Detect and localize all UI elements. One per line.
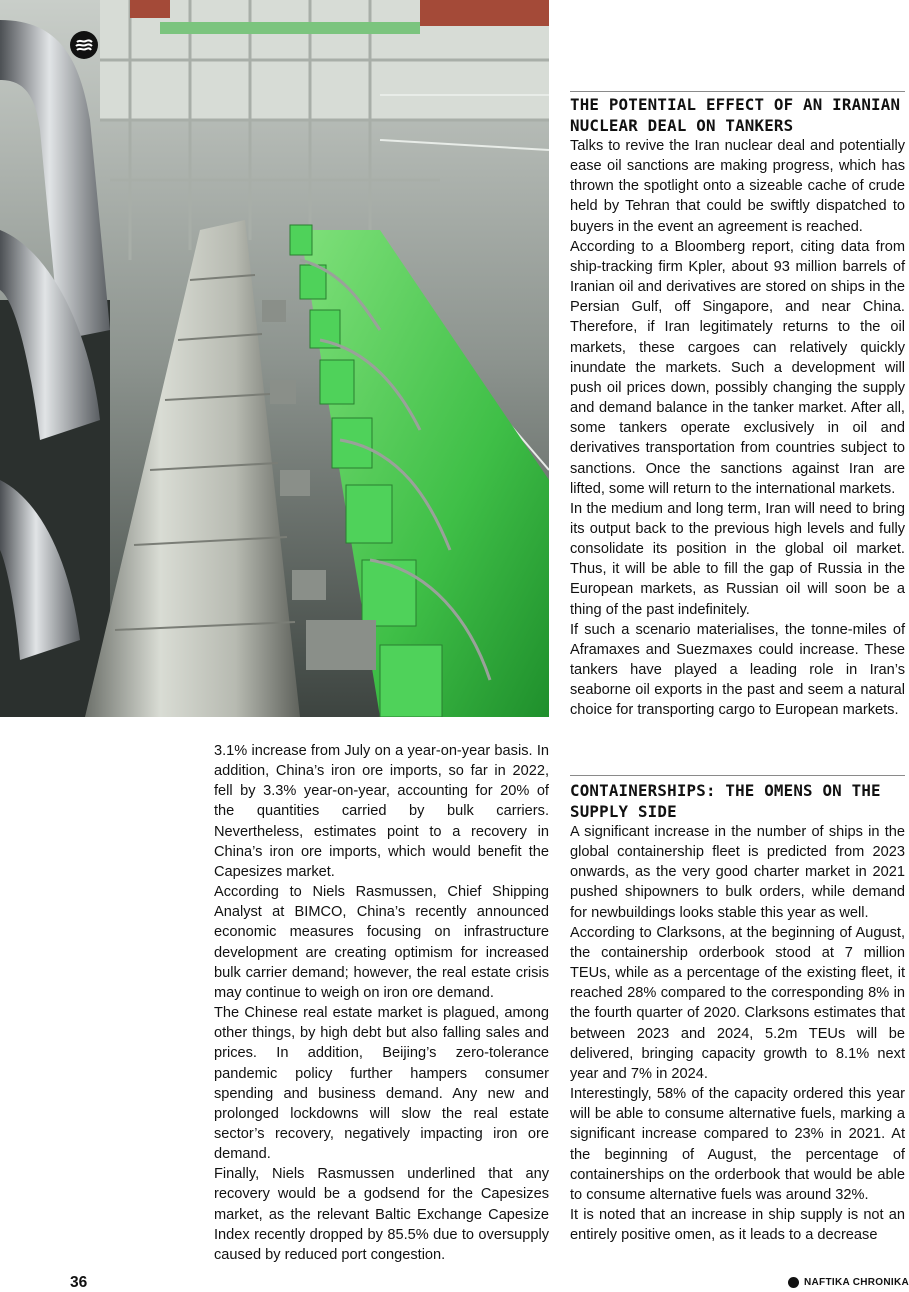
paragraph: Talks to revive the Iran nuclear deal and potentially ease oil sanctions are making progress, which has thrown the spotlight onto a sizeable cache of crude held by Tehran that could be swiftly dispatched to buyers in the event an agreement is reached. — [570, 138, 905, 235]
paragraph: According to Niels Rasmussen, Chief Shipping Analyst at BIMCO, China’s recently announced economic measures focusing on infrastructure development are creating optimism for increased bulk carrier demand; however, the real estate crisis may continue to weigh on iron ore demand. — [214, 884, 549, 1001]
section-heading: CONTAINERSHIPS: THE OMENS ON THE SUPPLY SIDE — [570, 781, 881, 821]
brand-footer — [788, 1277, 909, 1288]
paragraph: Interestingly, 58% of the capacity ordered this year will be able to consume alternative fuels, marking a significant increase compared to 23% in 2021. At the beginning of August, the percentage of containerships on the orderbook that would be able to consume alternative fuels was around 32%. — [570, 1086, 905, 1203]
paragraph: If such a scenario materialises, the tonne-miles of Aframaxes and Suezmaxes could increase. These tankers have played a leading role in Iran’s seaborne oil exports in the past and seem a natural choice for transporting cargo to European markets. — [570, 621, 905, 719]
paragraph: 3.1% increase from July on a year-on-year basis. In addition, China’s iron ore imports, so far in 2022, fell by 3.3% year-on-year, accounting for 20% of the quantities carried by bulk carriers. Nevertheless, estimates point to a recovery in China’s iron ore imports, which would benefit the Capesizes market. — [214, 743, 549, 880]
left-column — [214, 741, 549, 1265]
section-divider — [570, 775, 905, 776]
waves-icon — [70, 31, 98, 59]
brand-name: NAFTIKA CHRONIKA — [804, 1277, 909, 1288]
section-divider — [570, 91, 905, 92]
page-number: 36 — [70, 1274, 88, 1291]
section-containerships — [570, 781, 905, 1245]
paragraph: Finally, Niels Rasmussen underlined that any recovery would be a godsend for the Capesizes market, as the relevant Baltic Exchange Capesize Index recently dropped by 85.5% due to oversupply caused by reduced port congestion. — [214, 1166, 549, 1263]
engine-room-photo — [0, 0, 549, 717]
paragraph: A significant increase in the number of ships in the global containership fleet is predicted from 2023 onwards, as the very good charter market in 2021 pushed shipowners to bulk orders, while demand for newbuildings looks stable this year as well. — [570, 824, 905, 921]
brand-logo-icon — [788, 1277, 799, 1288]
paragraph: In the medium and long term, Iran will need to bring its output back to the previous high levels and fully consolidate its position in the global oil market. Thus, it will be able to fill the gap of Russia in the European markets, as Russian oil will soon be a thing of the past indefinitely. — [570, 500, 905, 618]
section-heading: THE POTENTIAL EFFECT OF AN IRANIAN NUCLEAR DEAL ON TANKERS — [570, 95, 901, 135]
paragraph: According to a Bloomberg report, citing data from ship-tracking firm Kpler, about 93 million barrels of Iranian oil and derivatives are stored on ships in the Persian Gulf, off Singapore, and near China. Therefore, if Iran legitimately returns to the oil markets, these cargoes can relatively quickly inundate the markets. Such a development will push oil prices down, possibly changing the supply and demand balance in the tanker market. After all, some tankers operate exclusively in oil and derivatives transportation from countries subject to sanctions. Once the sanctions against Iran are lifted, some will return to the international markets. — [570, 238, 905, 497]
paragraph: The Chinese real estate market is plagued, among other things, by high debt but also falling sales and prices. In addition, Beijing’s zero-tolerance pandemic policy further hampers consumer spending and business demand. Any new and prolonged lockdowns will slow the real estate sector’s recovery, negatively impacting iron ore demand. — [214, 1005, 549, 1163]
paragraph: According to Clarksons, at the beginning of August, the containership orderbook stood at 7 million TEUs, while as a percentage of the existing fleet, it reached 28% compared to the corresponding 8% in the fourth quarter of 2020. Clarksons estimates that between 2023 and 2024, 5.2m TEUs will be delivered, bringing capacity growth to 8.1% next year and 7% in 2024. — [570, 924, 905, 1082]
paragraph: It is noted that an increase in ship supply is not an entirely positive omen, as it leads to a decrease — [570, 1206, 905, 1244]
section-iran — [570, 95, 905, 721]
